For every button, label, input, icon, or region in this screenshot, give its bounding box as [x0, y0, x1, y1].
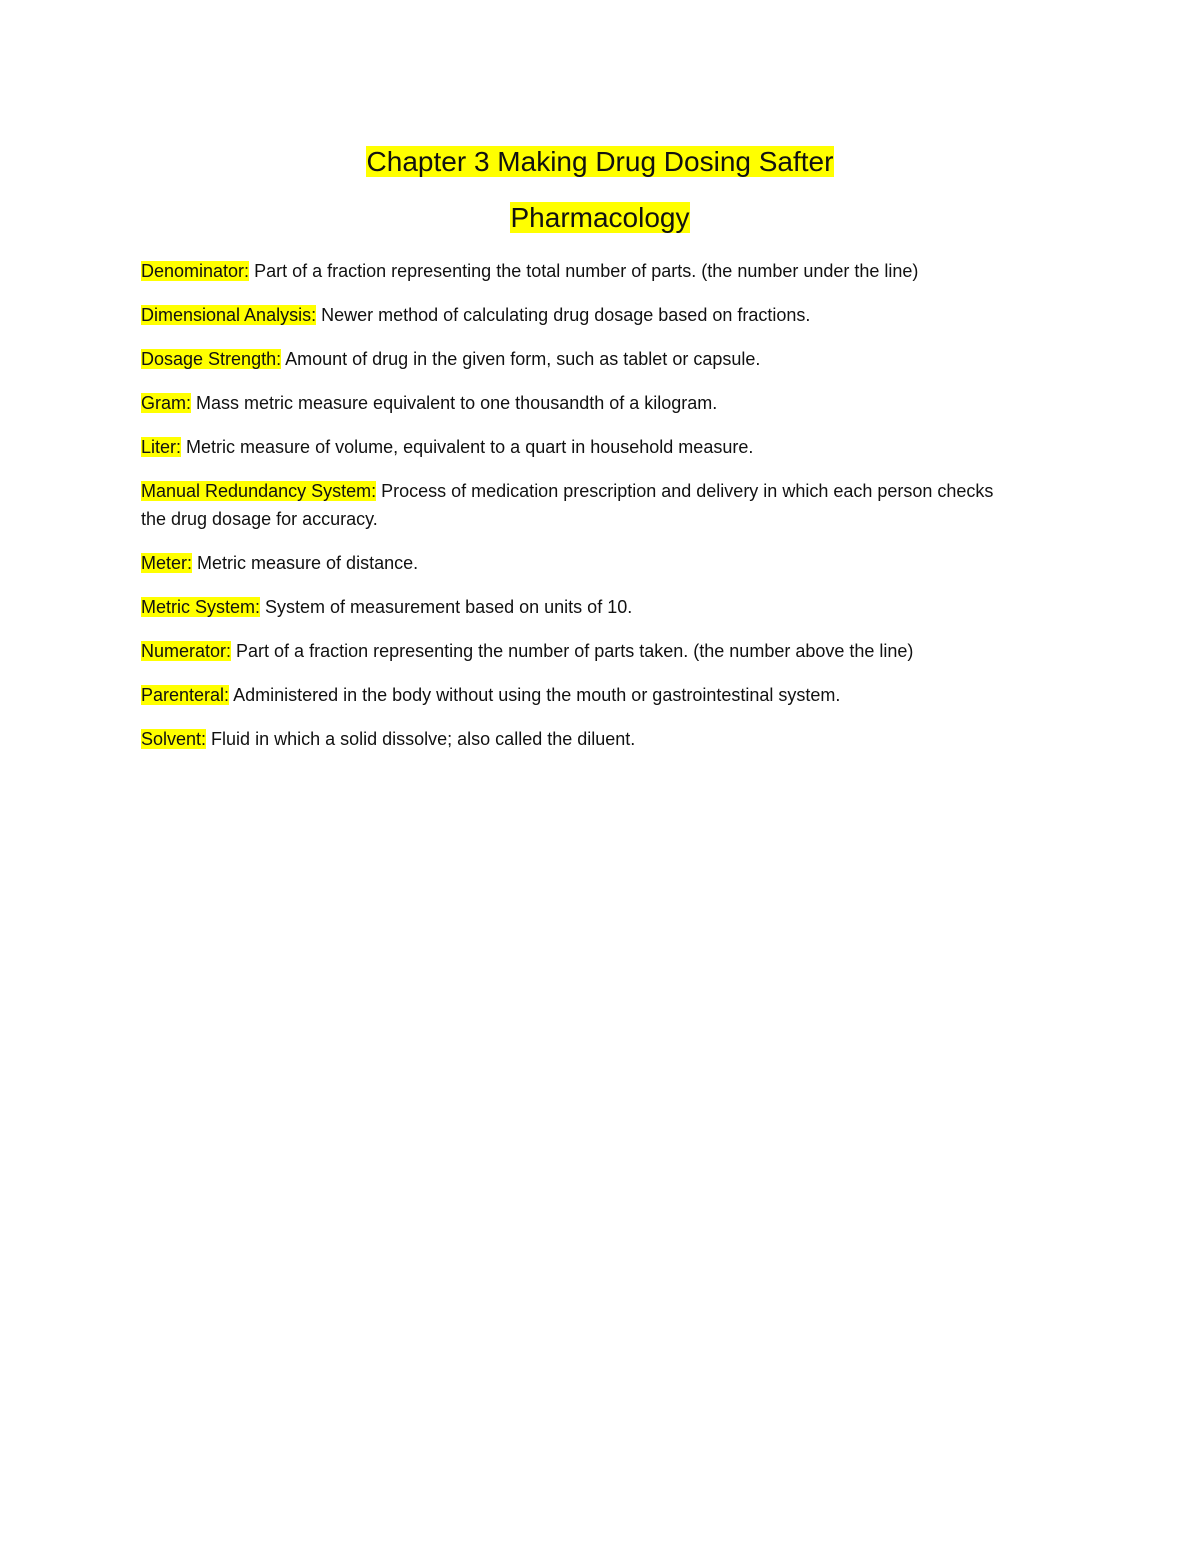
term-label: Dosage Strength: [141, 349, 282, 369]
term-label: Numerator: [141, 641, 232, 661]
term-definition: Amount of drug in the given form, such as tablet or capsule. [281, 349, 761, 369]
term-definition: Mass metric measure equivalent to one thousandth of a kilogram. [191, 393, 718, 413]
term-definition: Fluid in which a solid dissolve; also called the diluent. [206, 729, 636, 749]
document-subtitle: Pharmacology [510, 202, 690, 233]
term-definition: Process of medication prescription and delivery in which each person checks the drug dosage for accuracy. [141, 481, 994, 529]
term-definition: Newer method of calculating drug dosage based on fractions. [316, 305, 811, 325]
term-label: Liter: [141, 437, 182, 457]
term-definition: Part of a fraction representing the total number of parts. (the number under the line) [249, 261, 919, 281]
term-definition: Administered in the body without using the mouth or gastrointestinal system. [229, 685, 841, 705]
term-label: Denominator: [141, 261, 250, 281]
glossary-entry-numerator [141, 637, 1021, 665]
term-definition: Metric measure of distance. [192, 553, 419, 573]
term-definition: Metric measure of volume, equivalent to a quart in household measure. [181, 437, 754, 457]
glossary-entry-dosage-strength [141, 345, 1021, 373]
term-label: Solvent: [141, 729, 207, 749]
term-label: Gram: [141, 393, 192, 413]
term-label: Dimensional Analysis: [141, 305, 317, 325]
glossary-entry-manual-redundancy-system [141, 477, 1021, 533]
glossary-entry-denominator [141, 257, 1021, 285]
glossary-entry-solvent [141, 725, 1021, 753]
glossary-entry-parenteral [141, 681, 1021, 709]
glossary-entry-gram [141, 389, 1021, 417]
term-definition: Part of a fraction representing the number of parts taken. (the number above the line) [231, 641, 914, 661]
document-title: Chapter 3 Making Drug Dosing Safter [366, 146, 834, 177]
glossary-entry-meter [141, 549, 1021, 577]
glossary-entry-liter [141, 433, 1021, 461]
term-label: Metric System: [141, 597, 261, 617]
glossary-list [141, 257, 1021, 769]
glossary-entry-metric-system [141, 593, 1021, 621]
term-label: Manual Redundancy System: [141, 481, 377, 501]
glossary-entry-dimensional-analysis [141, 301, 1021, 329]
term-definition: System of measurement based on units of 10. [260, 597, 633, 617]
term-label: Meter: [141, 553, 193, 573]
term-label: Parenteral: [141, 685, 230, 705]
